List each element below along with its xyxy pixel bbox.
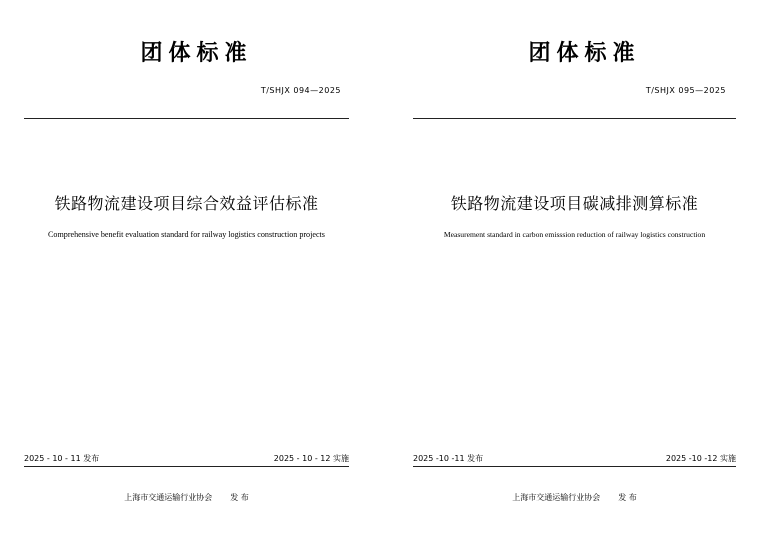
- title-english: Measurement standard in carbon emisssion reduction of railway logistics construction: [443, 230, 706, 239]
- standard-cover-095: [413, 0, 736, 537]
- header-divider: [413, 118, 736, 119]
- standard-type-header: 团体标准: [528, 41, 641, 66]
- publish-action: 发 布: [230, 493, 249, 502]
- header-divider: [24, 118, 349, 119]
- footer-divider: [24, 466, 349, 467]
- issue-date: 2025 - 10 - 11 发布: [24, 454, 100, 463]
- implement-date: 2025 -10 -12 实施: [665, 454, 736, 463]
- publish-action: 发 布: [618, 493, 637, 502]
- standard-cover-094: [24, 0, 349, 537]
- issue-date: 2025 -10 -11 发布: [413, 454, 484, 463]
- publisher-name: 上海市交通运输行业协会: [512, 493, 601, 502]
- date-row: [24, 453, 349, 465]
- footer-divider: [413, 466, 736, 467]
- standard-code: T/SHJX 095—2025: [645, 86, 726, 95]
- title-chinese: 铁路物流建设项目综合效益评估标准: [54, 194, 319, 213]
- title-chinese: 铁路物流建设项目碳减排测算标准: [450, 194, 699, 213]
- publisher-row: [413, 492, 736, 504]
- title-english: Comprehensive benefit evaluation standard for railway logistics construction projects: [48, 230, 325, 239]
- date-row: [413, 453, 736, 465]
- standard-code: T/SHJX 094—2025: [260, 86, 341, 95]
- implement-date: 2025 - 10 - 12 实施: [273, 454, 349, 463]
- publisher-name: 上海市交通运输行业协会: [124, 493, 213, 502]
- publisher-row: [24, 492, 349, 504]
- standard-type-header: 团体标准: [140, 41, 253, 66]
